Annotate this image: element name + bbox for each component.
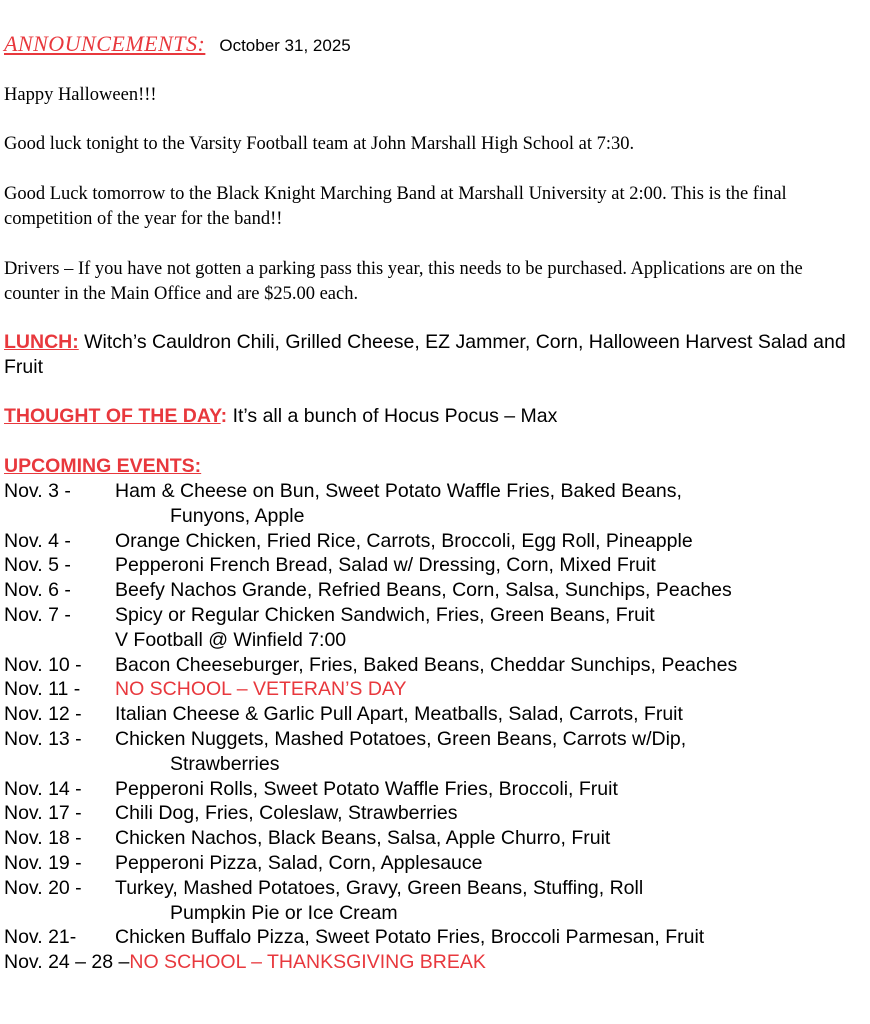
thought-colon: : bbox=[220, 405, 228, 427]
event-row bbox=[4, 677, 864, 702]
football-announcement: Good luck tonight to the Varsity Football team at John Marshall High School at 7:30. bbox=[4, 134, 635, 154]
event-row bbox=[4, 529, 864, 554]
event-date: Nov. 13 - bbox=[4, 727, 82, 750]
event-date: Nov. 6 - bbox=[4, 579, 71, 602]
announcements-title: ANNOUNCEMENTS: bbox=[4, 31, 206, 56]
event-menu: Bacon Cheeseburger, Fries, Baked Beans, Cheddar Sunchips, Peaches bbox=[115, 653, 738, 676]
event-menu: Italian Cheese & Garlic Pull Apart, Meatballs, Salad, Carrots, Fruit bbox=[115, 703, 683, 726]
upcoming-events-label: UPCOMING EVENTS: bbox=[4, 455, 202, 477]
event-row bbox=[4, 925, 864, 950]
event-menu: Spicy or Regular Chicken Sandwich, Fries, Green Beans, Fruit bbox=[115, 603, 655, 626]
event-date: Nov. 14 - bbox=[4, 777, 82, 800]
event-no-school: NO SCHOOL – THANKSGIVING BREAK bbox=[129, 951, 486, 974]
event-date: Nov. 12 - bbox=[4, 703, 82, 726]
event-row bbox=[4, 603, 864, 628]
event-menu: Chicken Buffalo Pizza, Sweet Potato Fries, Broccoli Parmesan, Fruit bbox=[115, 926, 705, 949]
upcoming-events-heading bbox=[4, 454, 854, 479]
event-menu: Chili Dog, Fries, Coleslaw, Strawberries bbox=[115, 802, 458, 825]
event-row bbox=[4, 851, 864, 876]
event-menu-continued: Funyons, Apple bbox=[170, 504, 305, 527]
event-menu: Chicken Nachos, Black Beans, Salsa, Apple Churro, Fruit bbox=[115, 827, 611, 850]
event-row bbox=[4, 801, 864, 826]
event-date: Nov. 18 - bbox=[4, 827, 82, 850]
event-row bbox=[4, 702, 864, 727]
event-row bbox=[4, 653, 864, 678]
event-menu: Pepperoni French Bread, Salad w/ Dressing, Corn, Mixed Fruit bbox=[115, 554, 656, 577]
event-date: Nov. 3 - bbox=[4, 480, 71, 502]
event-note: V Football @ Winfield 7:00 bbox=[115, 628, 347, 651]
event-menu: Chicken Nuggets, Mashed Potatoes, Green Beans, Carrots w/Dip, bbox=[115, 727, 687, 750]
thought-text: It’s all a bunch of Hocus Pocus – Max bbox=[227, 405, 558, 427]
event-date: Nov. 17 - bbox=[4, 802, 82, 825]
event-menu: Pepperoni Rolls, Sweet Potato Waffle Fries, Broccoli, Fruit bbox=[115, 777, 618, 800]
announcements-header bbox=[4, 31, 351, 57]
band-announcement: Good Luck tomorrow to the Black Knight Marching Band at Marshall University at 2:00. This is the final competition of the year for the band!! bbox=[4, 184, 787, 229]
thought-section bbox=[4, 404, 854, 429]
event-menu-continued: Strawberries bbox=[170, 752, 280, 775]
thought-label: THOUGHT OF THE DAY bbox=[4, 405, 221, 427]
event-date: Nov. 11 - bbox=[4, 678, 81, 701]
event-date: Nov. 5 - bbox=[4, 554, 71, 577]
event-menu: Pepperoni Pizza, Salad, Corn, Applesauce bbox=[115, 851, 483, 874]
lunch-menu: Witch’s Cauldron Chili, Grilled Cheese, EZ Jammer, Corn, Halloween Harvest Salad and Fruit bbox=[4, 331, 846, 378]
event-menu: Ham & Cheese on Bun, Sweet Potato Waffle Fries, Baked Beans, bbox=[115, 480, 682, 502]
event-date-range: Nov. 24 – 28 – bbox=[4, 951, 130, 974]
parking-announcement: Drivers – If you have not gotten a parking pass this year, this needs to be purchased. Applications are on the counter in the Main Office and are $25.00 each. bbox=[4, 259, 803, 304]
event-row bbox=[4, 578, 864, 603]
lunch-label: LUNCH: bbox=[4, 331, 79, 353]
event-row-last bbox=[4, 950, 864, 975]
events-list bbox=[4, 479, 864, 975]
event-menu: Orange Chicken, Fried Rice, Carrots, Broccoli, Egg Roll, Pineapple bbox=[115, 529, 693, 552]
event-row bbox=[4, 826, 864, 851]
event-date: Nov. 7 - bbox=[4, 603, 71, 626]
event-row bbox=[4, 777, 864, 802]
halloween-greeting: Happy Halloween!!! bbox=[4, 85, 157, 105]
event-row bbox=[4, 727, 864, 752]
event-menu-continued: Pumpkin Pie or Ice Cream bbox=[170, 901, 398, 924]
event-row bbox=[4, 479, 864, 504]
event-date: Nov. 19 - bbox=[4, 851, 82, 874]
event-row bbox=[4, 553, 864, 578]
event-row bbox=[4, 876, 864, 901]
event-no-school: NO SCHOOL – VETERAN’S DAY bbox=[115, 678, 407, 701]
event-date: Nov. 4 - bbox=[4, 529, 71, 552]
event-date: Nov. 10 - bbox=[4, 653, 82, 676]
event-menu: Turkey, Mashed Potatoes, Gravy, Green Beans, Stuffing, Roll bbox=[115, 876, 644, 899]
event-date: Nov. 21- bbox=[4, 926, 77, 949]
lunch-section bbox=[4, 330, 854, 380]
event-menu: Beefy Nachos Grande, Refried Beans, Corn, Salsa, Sunchips, Peaches bbox=[115, 579, 732, 602]
announcements-date: October 31, 2025 bbox=[219, 36, 351, 55]
event-date: Nov. 20 - bbox=[4, 876, 82, 899]
